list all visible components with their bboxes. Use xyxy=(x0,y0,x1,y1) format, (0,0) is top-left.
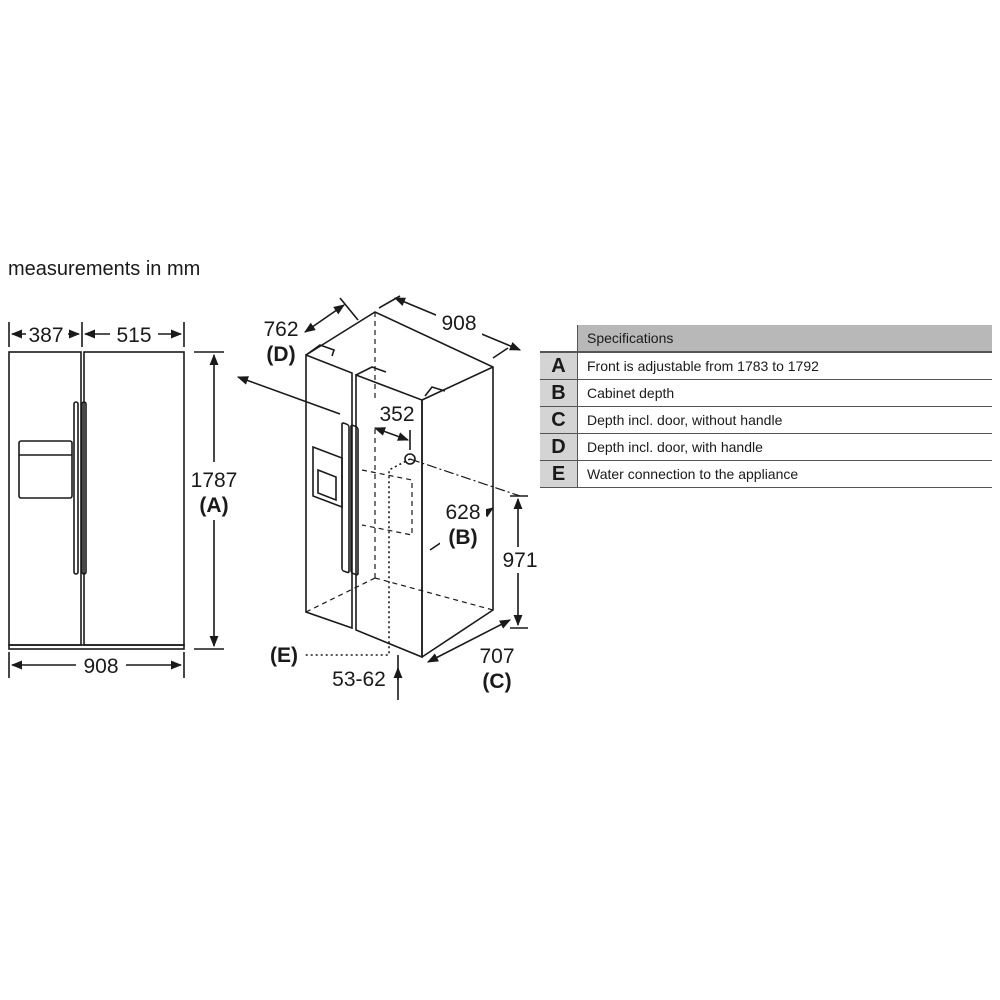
dim-width-total: 908 xyxy=(83,655,119,678)
spec-key: B xyxy=(540,380,578,407)
spec-row xyxy=(540,461,992,488)
water-dispenser xyxy=(19,441,72,498)
measurement-caption: measurements in mm xyxy=(8,258,201,280)
spec-header-row xyxy=(540,325,992,352)
spec-key: A xyxy=(540,352,578,380)
spec-text: Depth incl. door, with handle xyxy=(578,434,993,461)
spec-header-key xyxy=(540,325,578,352)
spec-row xyxy=(540,380,992,407)
spec-row xyxy=(540,434,992,461)
fridge-door xyxy=(84,352,184,645)
dim-width-left: 387 xyxy=(28,324,64,347)
iso-freezer-handle xyxy=(342,422,349,573)
spec-row xyxy=(540,407,992,434)
dim-depth-without-handle-ref: (C) xyxy=(482,670,512,693)
dim-iso-width: 908 xyxy=(441,312,477,335)
spec-text: Depth incl. door, without handle xyxy=(578,407,993,434)
dim-cabinet-depth-ref: (B) xyxy=(448,526,478,549)
dim-depth-with-handle: 762 xyxy=(263,318,299,341)
dim-height: 1787 xyxy=(190,469,238,492)
dim-depth-without-handle: 707 xyxy=(479,645,515,668)
dim-depth-with-handle-ref: (D) xyxy=(266,343,296,366)
spec-key: C xyxy=(540,407,578,434)
dim-height-ref: (A) xyxy=(199,494,229,517)
freezer-handle xyxy=(74,402,78,574)
dim-cabinet-depth: 628 xyxy=(445,501,481,524)
spec-text: Water connection to the appliance xyxy=(578,461,993,488)
spec-text: Cabinet depth xyxy=(578,380,993,407)
dim-water-bottom: 53-62 xyxy=(332,668,386,691)
spec-key: D xyxy=(540,434,578,461)
dim-water-ref: (E) xyxy=(270,644,298,667)
dim-water-offset: 352 xyxy=(379,403,415,426)
dim-water-height: 971 xyxy=(502,549,538,572)
dim-width-right: 515 xyxy=(116,324,152,347)
cabinet-outline xyxy=(306,312,493,657)
specifications-table xyxy=(540,325,992,488)
spec-row xyxy=(540,352,992,380)
spec-header: Specifications xyxy=(578,325,993,352)
spec-key: E xyxy=(540,461,578,488)
spec-text: Front is adjustable from 1783 to 1792 xyxy=(578,352,993,380)
front-plinth xyxy=(9,645,184,649)
